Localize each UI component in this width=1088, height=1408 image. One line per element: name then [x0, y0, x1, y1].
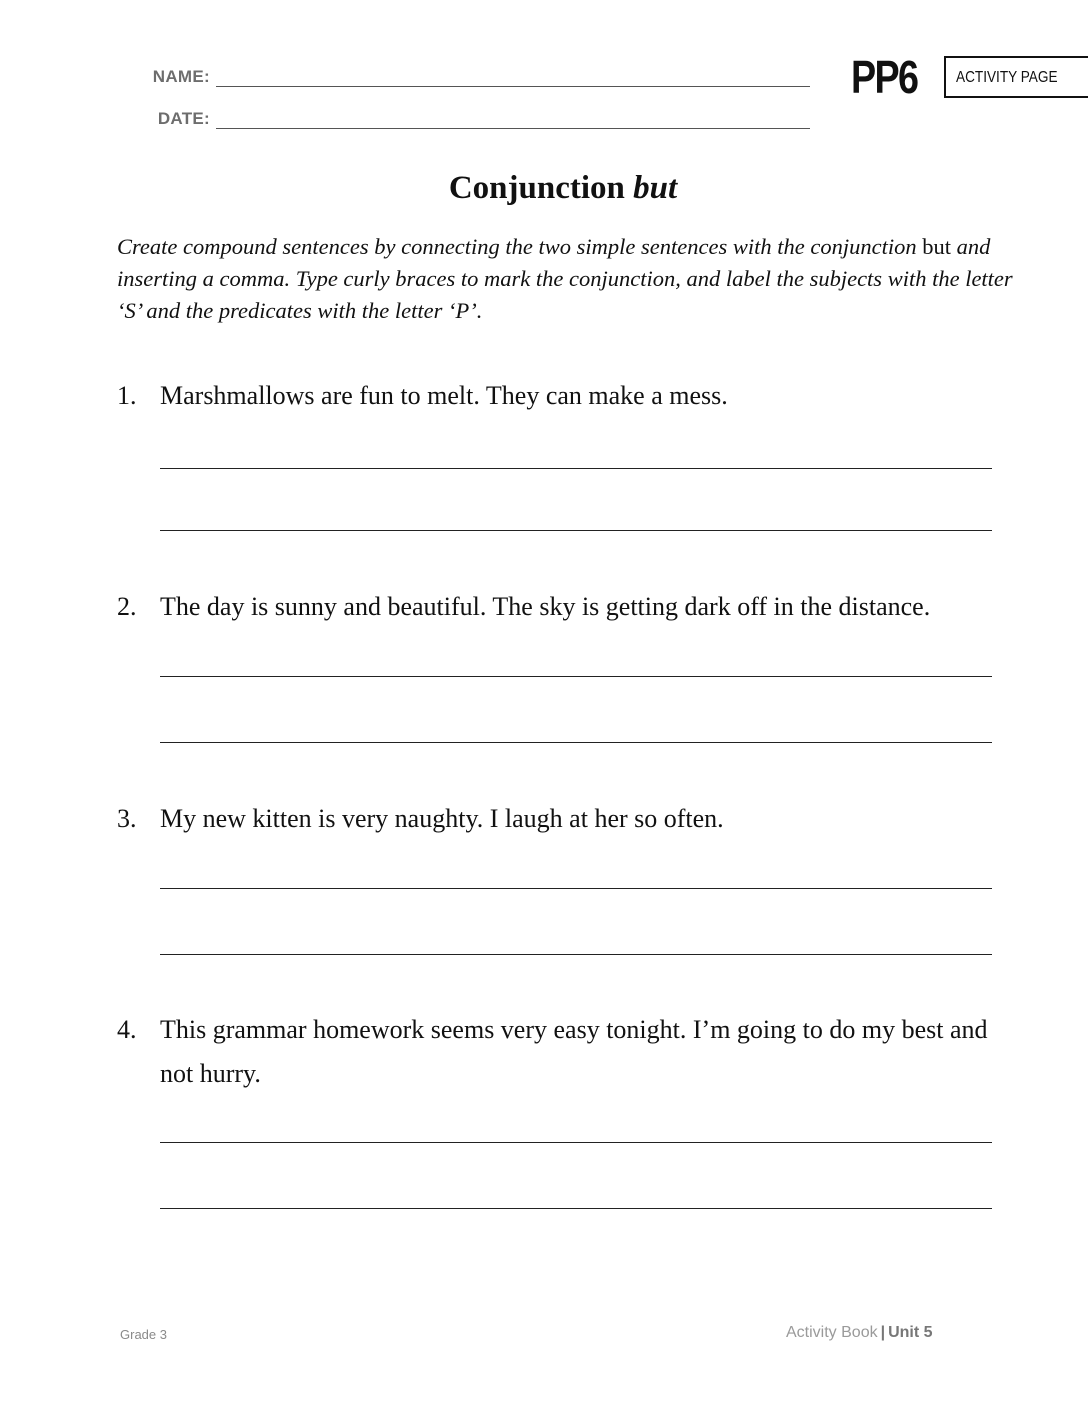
name-field-row: [148, 66, 810, 87]
date-field[interactable]: [216, 108, 810, 129]
instructions-conjunction: but: [922, 234, 951, 259]
date-field-row: [148, 108, 810, 129]
question-number: 1.: [117, 381, 137, 410]
footer-grade: Grade 3: [120, 1327, 167, 1342]
answer-line-1a[interactable]: [160, 468, 992, 469]
answer-line-4a[interactable]: [160, 1142, 992, 1143]
activity-page-label: ACTIVITY PAGE: [956, 69, 1058, 86]
question-text: Marshmallows are fun to melt. They can make a mess.: [160, 381, 728, 410]
footer-unit: Unit 5: [888, 1324, 933, 1341]
date-label: DATE:: [157, 109, 210, 128]
page-code: PP6: [851, 51, 918, 103]
instructions: [117, 231, 1017, 327]
question-number: 3.: [117, 804, 137, 833]
instructions-part2: and inserting a comma. Type curly braces to mark the conjunction, and label the subjects with the letter ‘S’ and the predicates with the letter ‘P’.: [117, 234, 1013, 323]
name-field[interactable]: [216, 66, 810, 87]
footer-book: Activity Book: [786, 1324, 878, 1341]
question-text: The day is sunny and beautiful. The sky is getting dark off in the distance.: [160, 592, 931, 621]
answer-line-2a[interactable]: [160, 676, 992, 677]
question-text: This grammar homework seems very easy tonight. I’m going to do my best and not hurry.: [160, 1015, 988, 1088]
page-title: [0, 170, 1088, 207]
title-emphasis: but: [633, 170, 678, 206]
activity-page-box: [944, 56, 1088, 98]
answer-line-3b[interactable]: [160, 954, 992, 955]
answer-line-4b[interactable]: [160, 1208, 992, 1209]
answer-line-1b[interactable]: [160, 530, 992, 531]
title-main: Conjunction: [448, 170, 625, 206]
question-number: 2.: [117, 592, 137, 621]
footer-separator: |: [880, 1324, 886, 1341]
instructions-part1: Create compound sentences by connecting the two simple sentences with the conjunction: [117, 234, 917, 259]
name-label: NAME:: [152, 67, 210, 86]
footer-book-info: [786, 1324, 933, 1342]
question-number: 4.: [117, 1015, 137, 1044]
question-text: My new kitten is very naughty. I laugh at her so often.: [160, 804, 724, 833]
answer-line-2b[interactable]: [160, 742, 992, 743]
answer-line-3a[interactable]: [160, 888, 992, 889]
